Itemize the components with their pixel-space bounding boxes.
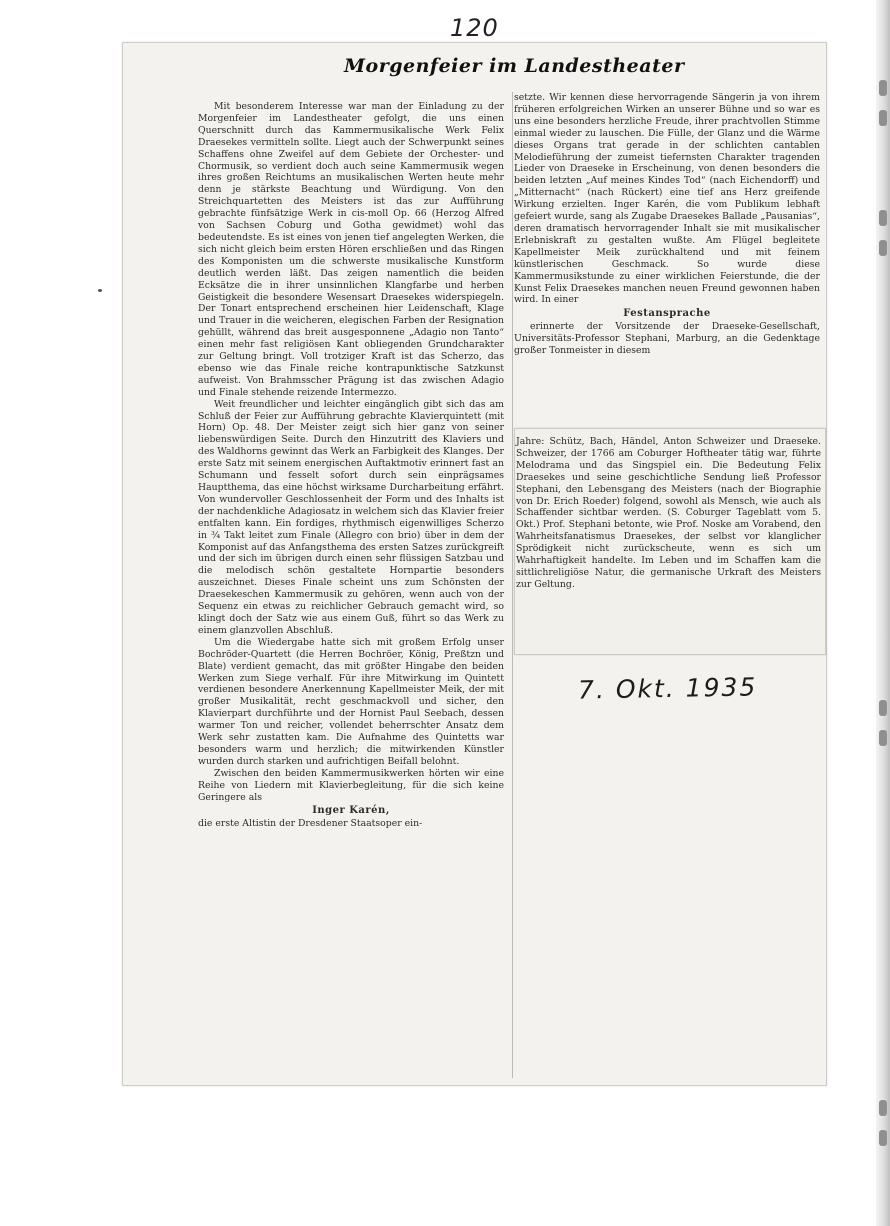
binder-hole	[879, 240, 887, 256]
binder-edge	[876, 0, 890, 1226]
paragraph: Mit besonderem Interesse war man der Einladung zu der Morgenfeier im Landestheater gefolgt, die uns einen Querschnitt durch das Kammermusikalische Werk Felix Draesekes vermitteln sollte. Liegt auch der Schwerpunkt seines Schaffens ohne Zweifel auf dem Gebiete der Orchester- und Chormusik, so verdient doch auch seine Kammermusik wegen ihres großen Reichtums an musikalischen Werten heute mehr denn je stärkste Beachtung und Würdigung. Von den Streichquartetten des Meisters ist das zur Aufführung gebrachte fünfsätzige Werk in cis-moll Op. 66 (Herzog Alfred von Sachsen Coburg und Gotha gewidmet) wohl das bedeutendste. Es ist eines von jenen tief angelegten Werken, die sich nicht gleich beim ersten Hören erschließen und das Ringen des Komponisten um die schwerste musikalische Kunstform deutlich werden läßt. Das zeigen namentlich die beiden Ecksätze die in ihrer unsinnlichen Klangfarbe und herben Geistigkeit die besondere Wesensart Draesekes widerspiegeln. Der Tonart entsprechend erscheinen hier Leidenschaft, Klage und Trauer in die weicheren, elegischen Farben der Resignation gehüllt, während das breit ausgesponnene „Adagio non Tanto“ einen mehr fast religiösen Kant obliegenden Grundcharakter zur Geltung bringt. Voll trotziger Kraft ist das Scherzo, das ebenso wie das Finale reiche kontrapunktische Satzkunst aufweist. Von Brahmsscher Prägung ist das zwischen Adagio und Finale stehende reizende Intermezzo.	[198, 101, 504, 398]
handwritten-date: 7. Okt. 1935	[577, 672, 758, 705]
binder-hole	[879, 1130, 887, 1146]
binder-hole	[879, 210, 887, 226]
binder-hole	[879, 110, 887, 126]
paragraph: Zwischen den beiden Kammermusikwerken hörten wir eine Reihe von Liedern mit Klavierbegleitung, für die sich keine Geringere als	[198, 767, 504, 803]
article-continuation	[516, 436, 821, 591]
column-divider	[512, 92, 513, 1078]
article-headline: Morgenfeier im Landestheater	[344, 55, 685, 77]
binder-hole	[879, 730, 887, 746]
page-number: 120	[450, 14, 499, 42]
binder-hole	[879, 80, 887, 96]
paragraph: die erste Altistin der Dresdener Staatsoper ein-	[198, 818, 423, 830]
speech-subhead: Festansprache	[623, 308, 711, 320]
paragraph: erinnerte der Vorsitzende der Draeseke-Gesellschaft, Universitäts-Professor Stephani, Marburg, an die Gedenktage großer Tonmeister in diesem	[514, 321, 820, 357]
pencil-mark	[98, 289, 102, 292]
article-column-right	[514, 92, 820, 357]
singer-subhead: Inger Karén,	[312, 805, 390, 817]
binder-hole	[879, 1100, 887, 1116]
paragraph: Jahre: Schütz, Bach, Händel, Anton Schweizer und Draeseke. Schweizer, der 1766 am Coburger Hoftheater tätig war, führte Melodrama und das Singspiel ein. Die Bedeutung Felix Draesekes und seine geschichtliche Sendung ließ Professor Stephani, den Lebensgang des Meisters (nach der Biographie von Dr. Erich Roeder) folgend, sowohl als Mensch, wie auch als Schaffender sichtbar werden. (S. Coburger Tageblatt vom 5. Okt.) Prof. Stephani betonte, wie Prof. Noske am Vorabend, den Wahrheitsfanatismus Draesekes, der selbst vor klanglicher Sprödigkeit nicht zurückscheute, wenn es sich um Wahrhaftigkeit handelte. Im Leben und im Schaffen kam die sittlichreligiöse Natur, die germanische Urkraft des Meisters zur Geltung.	[516, 436, 821, 590]
paragraph: Um die Wiedergabe hatte sich mit großem Erfolg unser Bochröder-Quartett (die Herren Bochröer, König, Preßtzn und Blate) verdient gemacht, das mit größter Hingabe den beiden Werken zum Siege verhalf. Für ihre Mitwirkung im Quintett verdienen besondere Anerkennung Kapellmeister Meik, der mit großer Musikalität, recht geschmackvoll und sicher, den Klavierpart durchführte und der Hornist Paul Seebach, dessen warmer Ton und reicher, vollendet beherrschter Ansatz dem Werk sehr zustatten kam. Die Aufnahme des Quintetts war besonders warm und herzlich; die mitwirkenden Künstler wurden durch starken und aufrichtigen Beifall belohnt.	[198, 636, 504, 767]
paragraph: setzte. Wir kennen diese hervorragende Sängerin ja von ihrem früheren erfolgreichen Wirken an unserer Bühne und so war es uns eine besonders herzliche Freude, ihrer prachtvollen Stimme einmal wieder zu lauschen. Die Fülle, der Glanz und die Wärme dieses Organs trat gerade in der schlichten cantablen Melodieführung der zumeist tiefernsten Charakter tragenden Lieder von Draeseke in Erscheinung, von denen besonders die beiden letzten „Auf meines Kindes Tod“ (nach Eichendorff) und „Mitternacht“ (nach Rückert) eine tief ans Herz greifende Wirkung erzielten. Inger Karén, die vom Publikum lebhaft gefeiert wurde, sang als Zugabe Draesekes Ballade „Pausanias“, deren dramatisch hervorragender Inhalt sie mit musikalischer Erlebniskraft zu gestalten wußte. Am Flügel begleitete Kapellmeister Meik zurückhaltend und mit feinem künstlerischen Geschmack. So wurde diese Kammermusikstunde zu einer wirklichen Feierstunde, die der Kunst Felix Draesekes manchen neuen Freund gewonnen haben wird. In einer	[514, 92, 820, 306]
article-column-left	[198, 101, 504, 830]
binder-hole	[879, 700, 887, 716]
paragraph: Weit freundlicher und leichter eingänglich gibt sich das am Schluß der Feier zur Aufführung gebrachte Klavierquintett (mit Horn) Op. 48. Der Meister zeigt sich hier ganz von seiner liebenswürdigen Seite. Durch den Hinzutritt des Klaviers und des Waldhorns gewinnt das Werk an Farbigkeit des Klanges. Der erste Satz mit seinem energischen Auftaktmotiv erinnert fast an Schumann und fesselt sofort durch sein einprägsames Hauptthema, das eine höchst wirksame Durcharbeitung erfährt. Von wundervoller Geschlossenheit der Form und des Inhalts ist der nachdenkliche Adagiosatz in welchem sich das Klavier freier entfalten kann. Ein fordiges, rhythmisch eigenwilliges Scherzo in ¾ Takt leitet zum Finale (Allegro con brio) über in dem der Komponist auf das Anfangsthema des ersten Satzes zurückgreift und der sich im übrigen durch einen sehr flüssigen Satzbau und die melodisch schön gestaltete Hornpartie besonders auszeichnet. Dieses Finale scheint uns zum Schönsten der Draesekeschen Kammermusik zu gehören, wenn auch von der Sequenz ein etwas zu reichlicher Gebrauch gemacht wird, so klingt doch der Satz wie aus einem Guß, führt so das Werk zu einem glanzvollen Abschluß.	[198, 398, 504, 636]
